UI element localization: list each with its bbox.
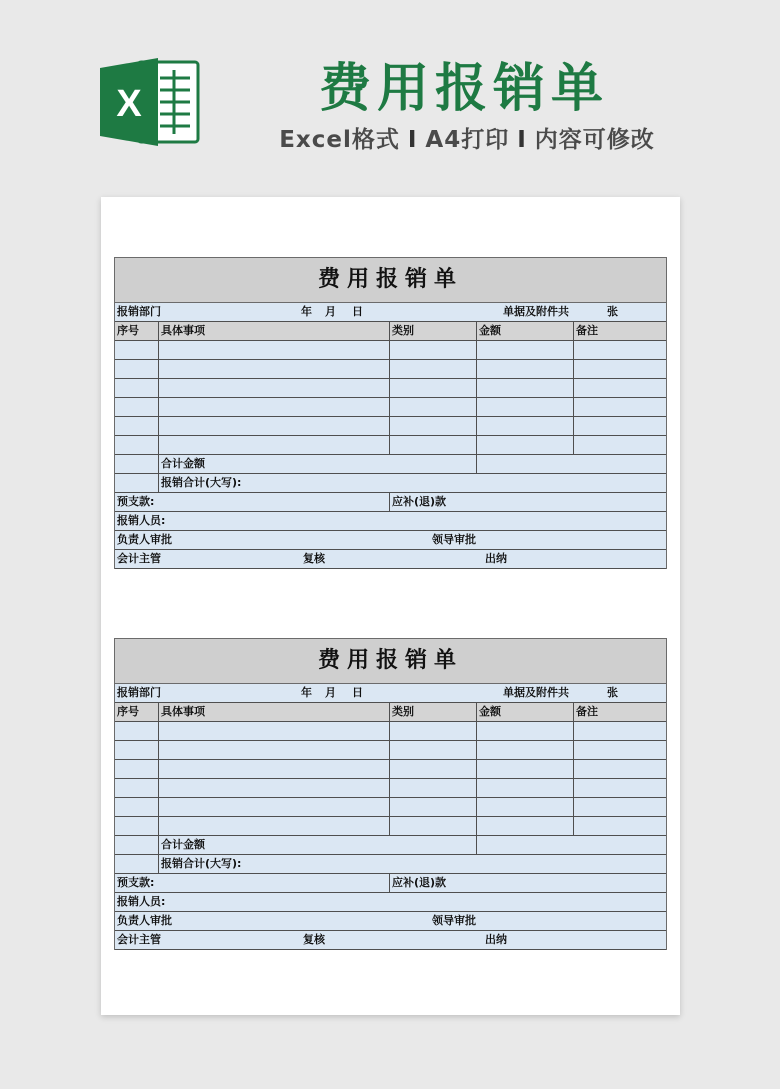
item-index-cell[interactable] bbox=[115, 798, 158, 816]
total-upper-label: 报销合计(大写): bbox=[158, 855, 668, 873]
cashier-label: 出纳 bbox=[485, 552, 507, 565]
form-title: 费用报销单 bbox=[115, 639, 666, 684]
attachment-unit: 张 bbox=[607, 686, 618, 699]
year-label: 年 bbox=[301, 686, 312, 699]
table-row bbox=[115, 760, 666, 779]
signature-row bbox=[115, 931, 666, 950]
item-amount-cell[interactable] bbox=[476, 741, 573, 759]
column-header-category: 类别 bbox=[389, 322, 476, 340]
advance-label: 预支款: bbox=[117, 876, 155, 889]
claimant-label: 报销人员: bbox=[117, 895, 166, 908]
item-desc-cell[interactable] bbox=[158, 760, 389, 778]
leader-approval-label: 领导审批 bbox=[432, 914, 476, 927]
attachment-label: 单据及附件共 bbox=[503, 305, 569, 318]
accountant-label: 会计主管 bbox=[117, 933, 161, 946]
refund-label: 应补(退)款 bbox=[389, 874, 668, 892]
item-amount-cell[interactable] bbox=[476, 779, 573, 797]
item-category-cell[interactable] bbox=[389, 760, 476, 778]
table-row bbox=[115, 341, 666, 360]
item-remark-cell[interactable] bbox=[573, 341, 668, 359]
item-index-cell[interactable] bbox=[115, 760, 158, 778]
manager-approval-label: 负责人审批 bbox=[117, 914, 172, 927]
subtitle-separator: I bbox=[407, 127, 418, 153]
approval-row bbox=[115, 531, 666, 550]
item-category-cell[interactable] bbox=[389, 398, 476, 416]
item-remark-cell[interactable] bbox=[573, 379, 668, 397]
column-header-row bbox=[115, 322, 666, 341]
form-header-row bbox=[115, 684, 666, 703]
form-title: 费用报销单 bbox=[115, 258, 666, 303]
item-desc-cell[interactable] bbox=[158, 379, 389, 397]
table-row bbox=[115, 436, 666, 455]
manager-approval-label: 负责人审批 bbox=[117, 533, 172, 546]
total-label: 合计金额 bbox=[158, 836, 476, 854]
item-category-cell[interactable] bbox=[389, 360, 476, 378]
advance-row bbox=[115, 493, 666, 512]
review-label: 复核 bbox=[303, 933, 325, 946]
item-desc-cell[interactable] bbox=[158, 722, 389, 740]
column-header-item: 具体事项 bbox=[158, 322, 389, 340]
item-category-cell[interactable] bbox=[389, 817, 476, 835]
item-index-cell[interactable] bbox=[115, 722, 158, 740]
claimant-row bbox=[115, 512, 666, 531]
item-remark-cell[interactable] bbox=[573, 722, 668, 740]
column-header-index: 序号 bbox=[117, 705, 139, 718]
table-row bbox=[115, 360, 666, 379]
table-row bbox=[115, 817, 666, 836]
total-upper-index-cell bbox=[115, 855, 158, 873]
item-amount-cell[interactable] bbox=[476, 360, 573, 378]
table-row bbox=[115, 398, 666, 417]
item-category-cell[interactable] bbox=[389, 722, 476, 740]
page-title: 费用报销单 bbox=[318, 59, 609, 119]
item-amount-cell[interactable] bbox=[476, 798, 573, 816]
item-index-cell[interactable] bbox=[115, 341, 158, 359]
column-header-row bbox=[115, 703, 666, 722]
item-desc-cell[interactable] bbox=[158, 398, 389, 416]
column-header-amount: 金额 bbox=[476, 322, 573, 340]
month-label: 月 bbox=[325, 305, 336, 318]
total-index-cell[interactable] bbox=[115, 836, 158, 854]
item-amount-cell[interactable] bbox=[476, 722, 573, 740]
item-category-cell[interactable] bbox=[389, 379, 476, 397]
table-row bbox=[115, 722, 666, 741]
total-row bbox=[115, 455, 666, 474]
item-amount-cell[interactable] bbox=[476, 817, 573, 835]
dept-label: 报销部门 bbox=[117, 305, 161, 318]
item-remark-cell[interactable] bbox=[573, 436, 668, 454]
item-desc-cell[interactable] bbox=[158, 779, 389, 797]
item-index-cell[interactable] bbox=[115, 436, 158, 454]
excel-icon bbox=[98, 56, 202, 148]
item-desc-cell[interactable] bbox=[158, 817, 389, 835]
page-subtitle bbox=[232, 122, 702, 158]
item-amount-cell[interactable] bbox=[476, 398, 573, 416]
item-amount-cell[interactable] bbox=[476, 379, 573, 397]
total-amount-cell[interactable] bbox=[476, 455, 668, 473]
accountant-label: 会计主管 bbox=[117, 552, 161, 565]
item-remark-cell[interactable] bbox=[573, 760, 668, 778]
column-header-item: 具体事项 bbox=[158, 703, 389, 721]
table-row bbox=[115, 779, 666, 798]
table-row bbox=[115, 798, 666, 817]
attachment-unit: 张 bbox=[607, 305, 618, 318]
item-remark-cell[interactable] bbox=[573, 360, 668, 378]
subtitle-separator: I bbox=[517, 127, 527, 153]
expense-form bbox=[114, 257, 667, 569]
item-index-cell[interactable] bbox=[115, 360, 158, 378]
item-category-cell[interactable] bbox=[389, 417, 476, 435]
column-header-amount: 金额 bbox=[476, 703, 573, 721]
item-amount-cell[interactable] bbox=[476, 760, 573, 778]
item-amount-cell[interactable] bbox=[476, 341, 573, 359]
claimant-label: 报销人员: bbox=[117, 514, 166, 527]
item-index-cell[interactable] bbox=[115, 379, 158, 397]
total-index-cell[interactable] bbox=[115, 455, 158, 473]
subtitle-print: A4打印 bbox=[425, 127, 510, 153]
item-remark-cell[interactable] bbox=[573, 398, 668, 416]
item-amount-cell[interactable] bbox=[476, 436, 573, 454]
item-index-cell[interactable] bbox=[115, 398, 158, 416]
item-desc-cell[interactable] bbox=[158, 436, 389, 454]
year-label: 年 bbox=[301, 305, 312, 318]
column-header-remark: 备注 bbox=[573, 703, 668, 721]
item-remark-cell[interactable] bbox=[573, 779, 668, 797]
form-header-row bbox=[115, 303, 666, 322]
cashier-label: 出纳 bbox=[485, 933, 507, 946]
item-desc-cell[interactable] bbox=[158, 360, 389, 378]
total-row bbox=[115, 836, 666, 855]
item-index-cell[interactable] bbox=[115, 779, 158, 797]
item-remark-cell[interactable] bbox=[573, 417, 668, 435]
total-amount-cell[interactable] bbox=[476, 836, 668, 854]
item-index-cell[interactable] bbox=[115, 741, 158, 759]
column-header-remark: 备注 bbox=[573, 322, 668, 340]
total-upper-row bbox=[115, 474, 666, 493]
item-category-cell[interactable] bbox=[389, 741, 476, 759]
dept-label: 报销部门 bbox=[117, 686, 161, 699]
advance-row bbox=[115, 874, 666, 893]
item-desc-cell[interactable] bbox=[158, 741, 389, 759]
total-label: 合计金额 bbox=[158, 455, 476, 473]
item-amount-cell[interactable] bbox=[476, 417, 573, 435]
table-row bbox=[115, 417, 666, 436]
item-desc-cell[interactable] bbox=[158, 417, 389, 435]
signature-row bbox=[115, 550, 666, 569]
excel-logo-letter: X bbox=[116, 83, 142, 125]
claimant-row bbox=[115, 893, 666, 912]
item-desc-cell[interactable] bbox=[158, 798, 389, 816]
attachment-label: 单据及附件共 bbox=[503, 686, 569, 699]
item-category-cell[interactable] bbox=[389, 436, 476, 454]
day-label: 日 bbox=[352, 305, 363, 318]
item-category-cell[interactable] bbox=[389, 779, 476, 797]
item-remark-cell[interactable] bbox=[573, 741, 668, 759]
refund-label: 应补(退)款 bbox=[389, 493, 668, 511]
advance-label: 预支款: bbox=[117, 495, 155, 508]
total-upper-label: 报销合计(大写): bbox=[158, 474, 668, 492]
month-label: 月 bbox=[325, 686, 336, 699]
table-row bbox=[115, 379, 666, 398]
leader-approval-label: 领导审批 bbox=[432, 533, 476, 546]
item-remark-cell[interactable] bbox=[573, 817, 668, 835]
table-row bbox=[115, 741, 666, 760]
day-label: 日 bbox=[352, 686, 363, 699]
total-upper-row bbox=[115, 855, 666, 874]
subtitle-format: Excel格式 bbox=[279, 127, 400, 153]
item-category-cell[interactable] bbox=[389, 341, 476, 359]
review-label: 复核 bbox=[303, 552, 325, 565]
item-category-cell[interactable] bbox=[389, 798, 476, 816]
item-desc-cell[interactable] bbox=[158, 341, 389, 359]
total-upper-index-cell bbox=[115, 474, 158, 492]
item-index-cell[interactable] bbox=[115, 417, 158, 435]
column-header-category: 类别 bbox=[389, 703, 476, 721]
item-index-cell[interactable] bbox=[115, 817, 158, 835]
subtitle-editable: 内容可修改 bbox=[534, 127, 655, 153]
column-header-index: 序号 bbox=[117, 324, 139, 337]
item-remark-cell[interactable] bbox=[573, 798, 668, 816]
approval-row bbox=[115, 912, 666, 931]
expense-form bbox=[114, 638, 667, 950]
